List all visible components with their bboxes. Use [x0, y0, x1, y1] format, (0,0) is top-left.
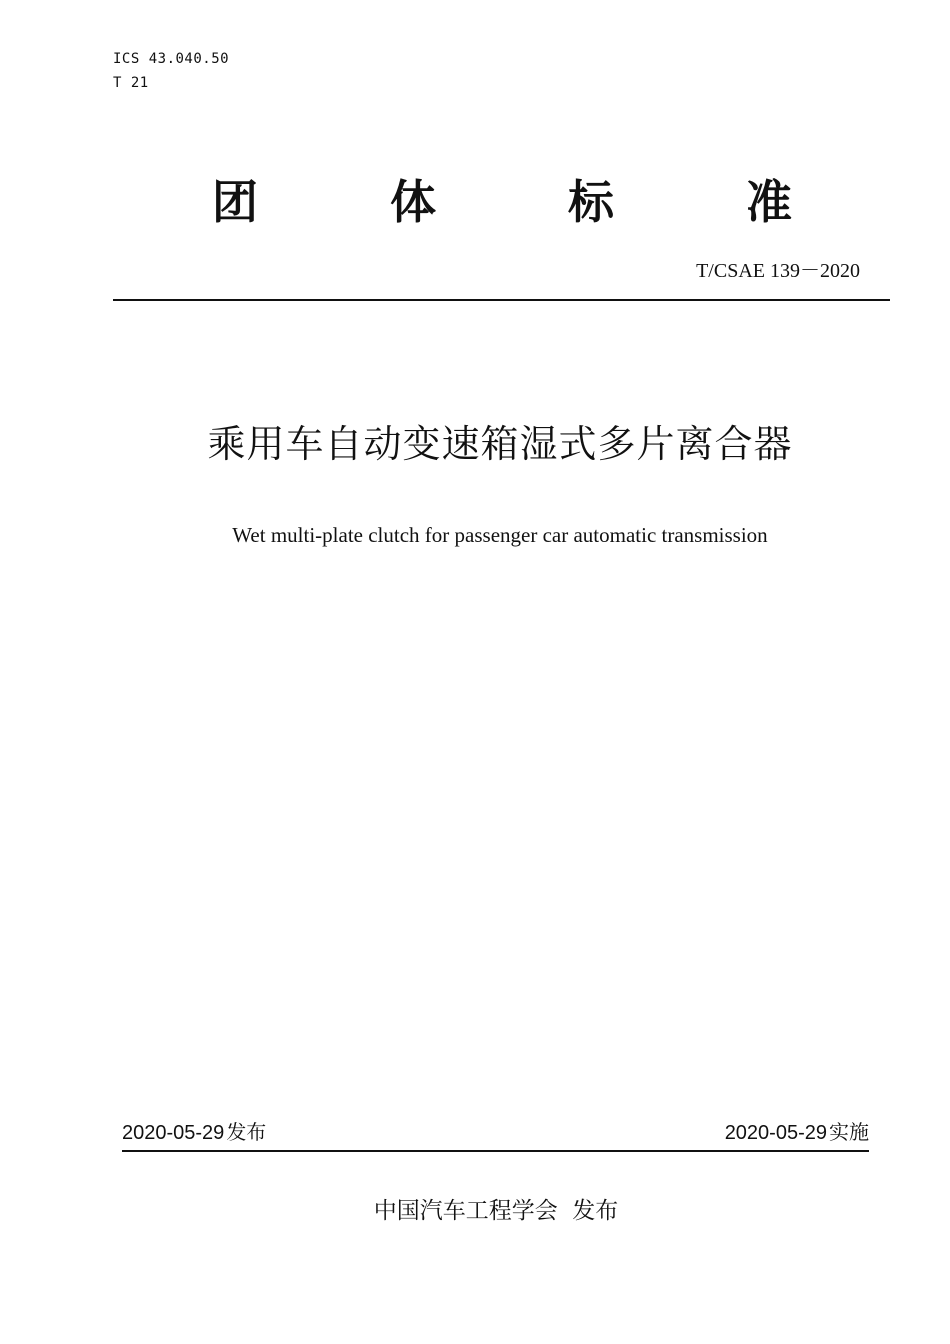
heading-char: 准	[746, 175, 792, 229]
standard-number: T/CSAE 139－2020	[696, 260, 860, 282]
bottom-divider	[122, 1150, 869, 1152]
implementation-date-value: 2020-05-29	[724, 1122, 827, 1144]
heading-char: 标	[568, 175, 614, 229]
issue-date	[122, 1118, 266, 1147]
clc-code: T 21	[113, 75, 149, 91]
standard-type-heading	[212, 172, 792, 232]
heading-char: 团	[212, 175, 258, 229]
date-row	[122, 1118, 869, 1148]
issue-date-value: 2020-05-29	[122, 1122, 225, 1144]
publisher: 中国汽车工程学会 发布	[373, 1198, 619, 1224]
heading-char: 体	[390, 175, 436, 229]
title-chinese: 乘用车自动变速箱湿式多片离合器	[207, 422, 793, 466]
title-english: Wet multi-plate clutch for passenger car automatic transmission	[232, 523, 768, 547]
top-divider	[113, 299, 890, 301]
ics-code: ICS 43.040.50	[113, 51, 230, 67]
implementation-date-label: 实施	[829, 1120, 869, 1144]
issue-date-label: 发布	[226, 1120, 267, 1144]
implementation-date	[725, 1118, 869, 1147]
